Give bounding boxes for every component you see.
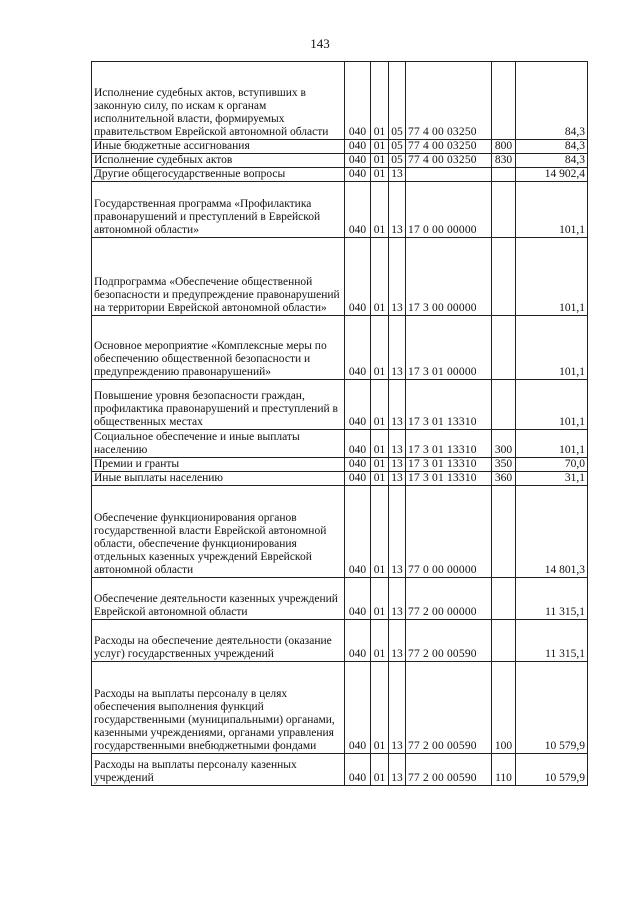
row-target-article: 77 4 00 03250 <box>406 154 492 168</box>
row-name <box>92 168 345 182</box>
budget-table <box>91 61 588 786</box>
row-name-text: Социальное обеспечение и иные выплаты населению <box>94 431 300 456</box>
row-ministry-code: 040 <box>345 472 371 486</box>
row-target-article: 77 2 00 00590 <box>406 620 492 662</box>
row-name-text: Исполнение судебных актов <box>94 154 233 166</box>
table-row <box>92 472 588 486</box>
row-section-code: 01 <box>371 154 389 168</box>
row-ministry-code: 040 <box>345 430 371 458</box>
row-section-code: 01 <box>371 380 389 430</box>
row-expense-type <box>492 380 516 430</box>
row-subsection-code: 13 <box>389 754 406 786</box>
row-sum: 31,1 <box>516 472 588 486</box>
row-ministry-code: 040 <box>345 316 371 380</box>
row-name-text: Другие общегосударственные вопросы <box>94 168 286 180</box>
row-expense-type <box>492 578 516 620</box>
row-name <box>92 238 345 316</box>
row-ministry-code: 040 <box>345 182 371 238</box>
row-target-article: 77 2 00 00000 <box>406 578 492 620</box>
row-expense-type: 360 <box>492 472 516 486</box>
row-name-text: Премии и гранты <box>94 458 180 470</box>
table-row <box>92 316 588 380</box>
row-expense-type <box>492 168 516 182</box>
table-row <box>92 62 588 140</box>
table-row <box>92 578 588 620</box>
row-name <box>92 182 345 238</box>
row-name-text: Обеспечение функционирования органов государственной власти Еврейской автономной области, обеспечение функционирования отдельных казенных учреждений Еврейской автономной области <box>94 512 327 576</box>
row-name-text: Иные выплаты населению <box>94 472 223 484</box>
row-expense-type: 800 <box>492 140 516 154</box>
row-name-text: Повышение уровня безопасности граждан, профилактика правонарушений и преступлений в общественных местах <box>94 390 338 428</box>
row-target-article: 77 2 00 00590 <box>406 754 492 786</box>
row-ministry-code: 040 <box>345 578 371 620</box>
row-name-text: Подпрограмма «Обеспечение общественной безопасности и предупреждение правонарушений на территории Еврейской автономной области» <box>94 276 340 314</box>
row-expense-type: 350 <box>492 458 516 472</box>
row-subsection-code: 05 <box>389 154 406 168</box>
row-expense-type <box>492 238 516 316</box>
table-row <box>92 380 588 430</box>
row-ministry-code: 040 <box>345 754 371 786</box>
row-name <box>92 154 345 168</box>
row-ministry-code: 040 <box>345 238 371 316</box>
row-sum: 70,0 <box>516 458 588 472</box>
row-sum: 101,1 <box>516 316 588 380</box>
row-name <box>92 380 345 430</box>
row-ministry-code: 040 <box>345 154 371 168</box>
table-row <box>92 168 588 182</box>
row-sum: 101,1 <box>516 238 588 316</box>
row-subsection-code: 13 <box>389 238 406 316</box>
row-name <box>92 430 345 458</box>
row-sum: 84,3 <box>516 62 588 140</box>
table-row <box>92 238 588 316</box>
row-section-code: 01 <box>371 62 389 140</box>
row-name <box>92 578 345 620</box>
row-name-text: Расходы на выплаты персоналу казенных учреждений <box>94 759 297 784</box>
row-ministry-code: 040 <box>345 662 371 754</box>
row-sum: 101,1 <box>516 430 588 458</box>
table-row <box>92 182 588 238</box>
row-sum: 84,3 <box>516 140 588 154</box>
row-target-article: 17 3 01 13310 <box>406 458 492 472</box>
table-row <box>92 754 588 786</box>
row-expense-type: 830 <box>492 154 516 168</box>
row-section-code: 01 <box>371 754 389 786</box>
row-sum: 101,1 <box>516 182 588 238</box>
row-section-code: 01 <box>371 168 389 182</box>
row-ministry-code: 040 <box>345 140 371 154</box>
row-subsection-code: 13 <box>389 578 406 620</box>
row-section-code: 01 <box>371 620 389 662</box>
row-sum: 11 315,1 <box>516 578 588 620</box>
row-sum: 11 315,1 <box>516 620 588 662</box>
row-ministry-code: 040 <box>345 168 371 182</box>
row-section-code: 01 <box>371 182 389 238</box>
row-subsection-code: 13 <box>389 472 406 486</box>
table-row <box>92 486 588 578</box>
row-ministry-code: 040 <box>345 486 371 578</box>
row-subsection-code: 05 <box>389 140 406 154</box>
row-name <box>92 662 345 754</box>
row-section-code: 01 <box>371 316 389 380</box>
table-row <box>92 620 588 662</box>
row-subsection-code: 13 <box>389 380 406 430</box>
row-target-article: 17 3 01 00000 <box>406 316 492 380</box>
row-name <box>92 620 345 662</box>
row-name <box>92 316 345 380</box>
row-name <box>92 62 345 140</box>
row-target-article: 77 2 00 00590 <box>406 662 492 754</box>
row-section-code: 01 <box>371 486 389 578</box>
row-target-article: 77 4 00 03250 <box>406 140 492 154</box>
row-name-text: Государственная программа «Профилактика правонарушений и преступлений в Еврейской автономной области» <box>94 198 321 236</box>
row-name <box>92 472 345 486</box>
row-ministry-code: 040 <box>345 380 371 430</box>
row-expense-type <box>492 62 516 140</box>
row-target-article: 77 4 00 03250 <box>406 62 492 140</box>
row-sum: 84,3 <box>516 154 588 168</box>
row-subsection-code: 13 <box>389 182 406 238</box>
table-row <box>92 154 588 168</box>
row-section-code: 01 <box>371 238 389 316</box>
row-subsection-code: 13 <box>389 486 406 578</box>
row-name <box>92 140 345 154</box>
row-name <box>92 754 345 786</box>
row-name-text: Исполнение судебных актов, вступивших в законную силу, по искам к органам исполнительной власти, формируемых правительством Еврейской автономной области <box>94 87 329 138</box>
table-row <box>92 662 588 754</box>
row-target-article: 77 0 00 00000 <box>406 486 492 578</box>
table-row <box>92 430 588 458</box>
row-ministry-code: 040 <box>345 620 371 662</box>
row-expense-type <box>492 316 516 380</box>
row-sum: 10 579,9 <box>516 754 588 786</box>
row-ministry-code: 040 <box>345 458 371 472</box>
row-section-code: 01 <box>371 458 389 472</box>
row-subsection-code: 13 <box>389 620 406 662</box>
row-subsection-code: 13 <box>389 168 406 182</box>
table-body <box>92 62 588 786</box>
row-name <box>92 486 345 578</box>
row-expense-type <box>492 486 516 578</box>
row-target-article: 17 0 00 00000 <box>406 182 492 238</box>
table-row <box>92 458 588 472</box>
row-subsection-code: 13 <box>389 316 406 380</box>
row-subsection-code: 13 <box>389 430 406 458</box>
row-name-text: Основное мероприятие «Комплексные меры по обеспечению общественной безопасности и предупреждению правонарушений» <box>94 340 327 378</box>
row-name-text: Расходы на выплаты персоналу в целях обеспечения выполнения функций государственными (муниципальными) органами, казенными учреждениями, органами управления государственными внебюджетными фондами <box>94 688 335 752</box>
row-subsection-code: 13 <box>389 458 406 472</box>
page-number: 143 <box>310 36 330 51</box>
row-expense-type: 100 <box>492 662 516 754</box>
row-target-article <box>406 168 492 182</box>
row-sum: 14 801,3 <box>516 486 588 578</box>
row-expense-type <box>492 620 516 662</box>
row-section-code: 01 <box>371 578 389 620</box>
row-expense-type: 300 <box>492 430 516 458</box>
row-sum: 10 579,9 <box>516 662 588 754</box>
row-section-code: 01 <box>371 472 389 486</box>
row-name-text: Обеспечение деятельности казенных учреждений Еврейской автономной области <box>94 593 338 618</box>
row-target-article: 17 3 00 00000 <box>406 238 492 316</box>
row-section-code: 01 <box>371 662 389 754</box>
row-expense-type: 110 <box>492 754 516 786</box>
row-name-text: Расходы на обеспечение деятельности (оказание услуг) государственных учреждений <box>94 635 332 660</box>
row-sum: 101,1 <box>516 380 588 430</box>
row-target-article: 17 3 01 13310 <box>406 380 492 430</box>
row-name-text: Иные бюджетные ассигнования <box>94 140 250 152</box>
table-row <box>92 140 588 154</box>
row-name <box>92 458 345 472</box>
row-target-article: 17 3 01 13310 <box>406 472 492 486</box>
row-expense-type <box>492 182 516 238</box>
row-subsection-code: 05 <box>389 62 406 140</box>
row-subsection-code: 13 <box>389 662 406 754</box>
row-section-code: 01 <box>371 430 389 458</box>
row-ministry-code: 040 <box>345 62 371 140</box>
row-section-code: 01 <box>371 140 389 154</box>
row-target-article: 17 3 01 13310 <box>406 430 492 458</box>
row-sum: 14 902,4 <box>516 168 588 182</box>
